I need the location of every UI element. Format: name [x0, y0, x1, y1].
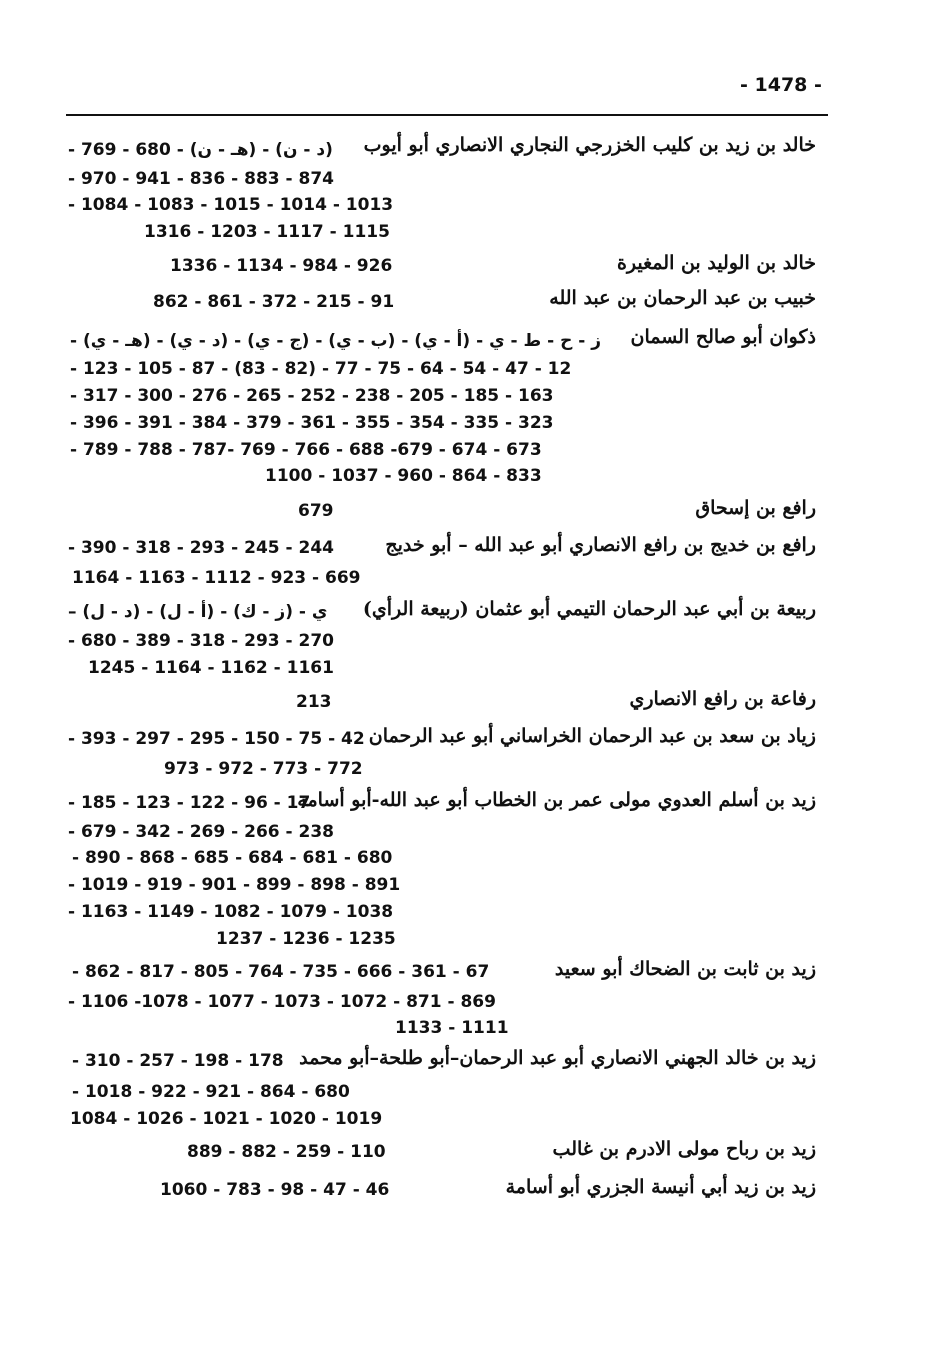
- entry-numbers: - 1019 - 919 - 901 - 899 - 898 - 891: [68, 875, 401, 895]
- entry-numbers: 1100 - 1037 - 960 - 864 - 833: [265, 466, 542, 486]
- entry-name: رفاعة بن رافع الانصاري: [629, 688, 816, 710]
- entry-numbers: - 1163 - 1149 - 1082 - 1079 - 1038: [68, 902, 394, 922]
- entry-numbers: - 1018 - 922 - 921 - 864 - 680: [72, 1082, 350, 1102]
- entry-name: زيد بن زيد أبي أنيسة الجزري أبو أسامة: [505, 1176, 816, 1198]
- entry-name: ربيعة بن أبي عبد الرحمان التيمي أبو عثمان (ربيعة الرأي): [362, 598, 816, 620]
- entry-numbers: - 890 - 868 - 685 - 684 - 681 - 680: [72, 848, 393, 868]
- entry-numbers: - (هـ - ي) - (د - ي) - (ج - ي) - (ب - ي) - (أ - ي) - ز - ح - ط - ي: [70, 331, 602, 351]
- entry-numbers: 679: [298, 501, 334, 521]
- page-number: - 1478 -: [740, 74, 822, 96]
- entry-numbers: - 310 - 257 - 198 - 178: [72, 1051, 284, 1071]
- entry-name: زياد بن سعد بن عبد الرحمان الخراساني أبو عبد الرحمان: [368, 725, 816, 747]
- entry-name: خالد بن زيد بن كليب الخزرجي النجاري الانصاري أبو أيوب: [363, 134, 816, 156]
- entry-name: رافع بن إسحاق: [695, 497, 816, 519]
- entry-numbers: - 1106 -1078 - 1077 - 1073 - 1072 - 871 - 869: [68, 992, 496, 1012]
- entry-numbers: 1133 - 1111: [395, 1018, 509, 1038]
- entry-name: خبيب بن عبد الرحمان بن عبد الله: [549, 287, 816, 309]
- entry-name: خالد بن الوليد بن المغيرة: [616, 252, 816, 274]
- entry-numbers: 213: [296, 692, 332, 712]
- entry-numbers: 889 - 882 - 259 - 110: [187, 1142, 386, 1162]
- entry-numbers: 1336 - 1134 - 984 - 926: [170, 256, 393, 276]
- entry-numbers: - 862 - 817 - 805 - 764 - 735 - 666 - 361 - 67: [72, 962, 490, 982]
- entry-numbers: - 680 - 389 - 318 - 293 - 270: [68, 631, 334, 651]
- entry-numbers: - 317 - 300 - 276 - 265 - 252 - 238 - 205 - 185 - 163: [70, 386, 554, 406]
- entry-numbers: - 970 - 941 - 836 - 883 - 874: [68, 169, 334, 189]
- entry-numbers: - 393 - 297 - 295 - 150 - 75 - 42: [68, 729, 365, 749]
- entry-numbers: - 185 - 123 - 122 - 96 - 17: [68, 793, 311, 813]
- entry-name: رافع بن خديج بن رافع الانصاري أبو عبد الله – أبو خديج: [385, 534, 816, 556]
- entry-numbers: 1316 - 1203 - 1117 - 1115: [144, 222, 390, 242]
- entry-name: ذكوان أبو صالح السمان: [630, 326, 816, 348]
- entry-numbers: 973 - 972 - 773 - 772: [164, 759, 363, 779]
- entry-name: زيد بن رباح مولى الادرم بن غالب: [552, 1138, 816, 1160]
- entry-numbers: – (د - ل) - (أ - ل) - (ز - ك) - ي: [68, 602, 328, 622]
- entry-numbers: 1060 - 783 - 98 - 47 - 46: [160, 1180, 390, 1200]
- entry-numbers: 1237 - 1236 - 1235: [216, 929, 396, 949]
- entry-numbers: - 123 - 105 - 87 - (83 - 82) - 77 - 75 - 64 - 54 - 47 - 12: [70, 359, 572, 379]
- entry-name: زيد بن ثابت بن الضحاك أبو سعيد: [554, 958, 816, 980]
- entry-numbers: - 1084 - 1083 - 1015 - 1014 - 1013: [68, 195, 394, 215]
- entry-numbers: - 789 - 788 - 787- 769 - 766 - 688 -679 - 674 - 673: [70, 440, 542, 460]
- entry-numbers: - 396 - 391 - 384 - 379 - 361 - 355 - 354 - 335 - 323: [70, 413, 554, 433]
- entry-numbers: 1245 - 1164 - 1162 - 1161: [88, 658, 334, 678]
- entry-numbers: 1164 - 1163 - 1112 - 923 - 669: [72, 568, 361, 588]
- entry-numbers: - 679 - 342 - 269 - 266 - 238: [68, 822, 334, 842]
- entry-name: زيد بن خالد الجهني الانصاري أبو عبد الرحمان–أبو طلحة–أبو محمد: [299, 1047, 816, 1069]
- entry-numbers: 862 - 861 - 372 - 215 - 91: [153, 292, 395, 312]
- entry-numbers: - 769 - 680 - (هـ - ن) - (د - ن): [68, 140, 333, 160]
- entry-numbers: 1084 - 1026 - 1021 - 1020 - 1019: [70, 1109, 383, 1129]
- entry-name: زيد بن أسلم العدوي مولى عمر بن الخطاب أبو عبد الله-أبو أسامة: [297, 789, 816, 811]
- entry-numbers: - 390 - 318 - 293 - 245 - 244: [68, 538, 334, 558]
- header-rule: [66, 114, 828, 116]
